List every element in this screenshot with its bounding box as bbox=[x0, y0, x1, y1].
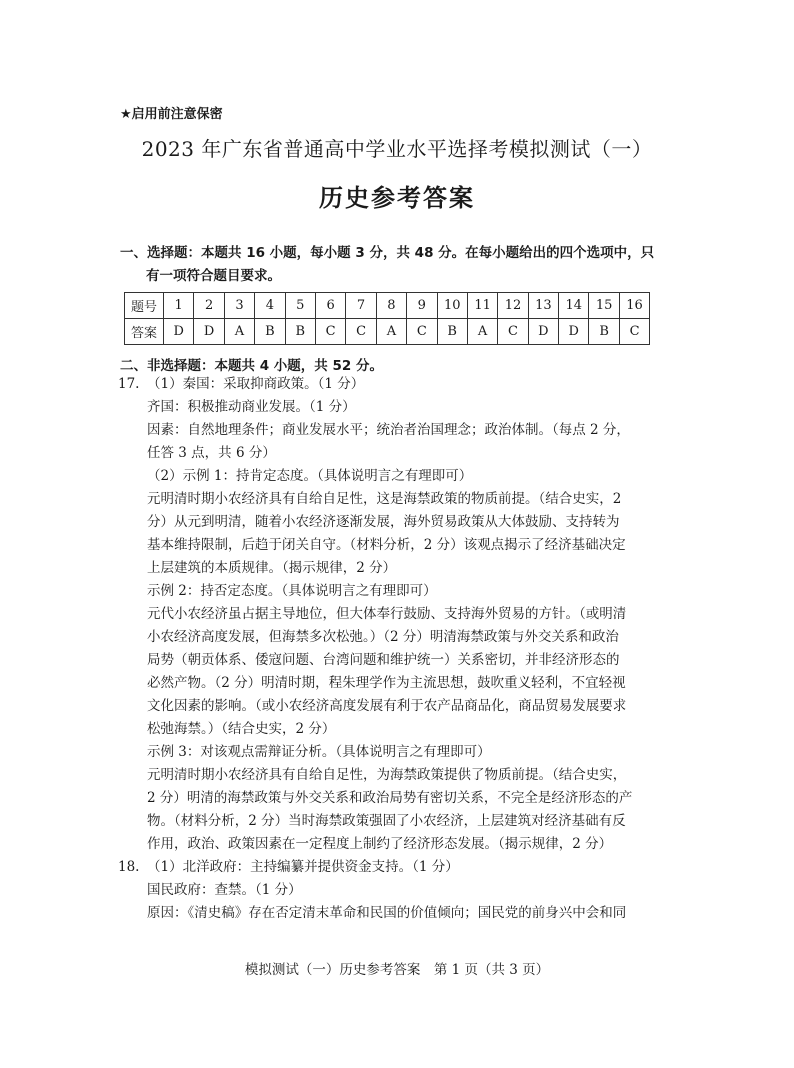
answer-body bbox=[118, 373, 686, 925]
question-number: 18. bbox=[118, 859, 140, 875]
answer-text: （1）秦国：采取抑商政策。（1 分） bbox=[147, 376, 365, 392]
question-number-cell: 6 bbox=[315, 293, 345, 319]
page-footer: 模拟测试（一）历史参考答案 第 1 页（共 3 页） bbox=[244, 962, 550, 978]
question-number-cell: 8 bbox=[376, 293, 406, 319]
answer-cell: C bbox=[619, 319, 649, 345]
row-label-question: 题号 bbox=[125, 293, 164, 319]
answer-text: （1）北洋政府：主持编纂并提供资金支持。（1 分） bbox=[147, 859, 459, 875]
answer-row bbox=[125, 319, 650, 345]
question-number-cell: 16 bbox=[619, 293, 649, 319]
q17-first-line bbox=[118, 373, 686, 396]
question-number-row bbox=[125, 293, 650, 319]
answer-cell: D bbox=[164, 319, 194, 345]
answer-cell: D bbox=[194, 319, 224, 345]
answer-line: 必然产物。（2 分）明清时期，程朱理学作为主流思想，鼓吹重义轻利，不宜轻视 bbox=[147, 675, 626, 691]
answer-cell: A bbox=[467, 319, 497, 345]
answer-cell: A bbox=[376, 319, 406, 345]
question-number-cell: 3 bbox=[224, 293, 254, 319]
answer-line: 示例 3：对该观点需辩证分析。（具体说明言之有理即可） bbox=[147, 744, 491, 760]
question-number-cell: 7 bbox=[346, 293, 376, 319]
row-label-answer: 答案 bbox=[125, 319, 164, 345]
answer-line: 文化因素的影响。（或小农经济高度发展有利于农产品商品化，商品贸易发展要求 bbox=[147, 698, 627, 714]
answer-line: 示例 2：持否定态度。（具体说明言之有理即可） bbox=[147, 583, 437, 599]
question-number-cell: 10 bbox=[437, 293, 467, 319]
question-number-cell: 4 bbox=[255, 293, 285, 319]
question-number: 17. bbox=[118, 376, 140, 392]
answer-cell: B bbox=[589, 319, 619, 345]
question-number-cell: 2 bbox=[194, 293, 224, 319]
question-number-cell: 1 bbox=[164, 293, 194, 319]
question-number-cell: 13 bbox=[528, 293, 558, 319]
answer-line: 分）从元到明清，随着小农经济逐渐发展，海外贸易政策从大体鼓励、支持转为 bbox=[147, 514, 620, 530]
answer-cell: D bbox=[528, 319, 558, 345]
question-number-cell: 5 bbox=[285, 293, 315, 319]
answer-line: 元明清时期小农经济具有自给自足性，这是海禁政策的物质前提。（结合史实，2 bbox=[147, 491, 622, 507]
section1-line1: 一、选择题：本题共 16 小题，每小题 3 分，共 48 分。在每小题给出的四个选项中，只 bbox=[120, 245, 655, 261]
question-17 bbox=[118, 373, 686, 856]
answer-table bbox=[124, 292, 650, 345]
question-number-cell: 15 bbox=[589, 293, 619, 319]
answer-line: 因素：自然地理条件；商业发展水平；统治者治国理念；政治体制。（每点 2 分， bbox=[147, 422, 630, 438]
question-number-cell: 11 bbox=[467, 293, 497, 319]
answer-line: 原因：《清史稿》存在否定清末革命和民国的价值倾向；国民党的前身兴中会和同 bbox=[147, 905, 627, 921]
q18-first-line bbox=[118, 856, 686, 879]
answer-line: 作用，政治、政策因素在一定程度上制约了经济形态发展。（揭示规律，2 分） bbox=[147, 836, 613, 852]
question-number-cell: 14 bbox=[559, 293, 589, 319]
answer-cell: A bbox=[224, 319, 254, 345]
answer-line: 物。（材料分析，2 分）当时海禁政策强固了小农经济，上层建筑对经济基础有反 bbox=[147, 813, 626, 829]
answer-line: 松弛海禁。）（结合史实，2 分） bbox=[147, 721, 336, 737]
answer-cell: D bbox=[559, 319, 589, 345]
answer-line: 元代小农经济虽占据主导地位，但大体奉行鼓励、支持海外贸易的方针。（或明清 bbox=[147, 606, 627, 622]
section1-line2: 有一项符合题目要求。 bbox=[146, 268, 281, 284]
exam-title: 2023 年广东省普通高中学业水平选择考模拟测试（一） bbox=[141, 137, 653, 161]
question-number-cell: 9 bbox=[407, 293, 437, 319]
answer-line: 任答 3 点，共 6 分） bbox=[147, 445, 276, 461]
answer-cell: C bbox=[498, 319, 528, 345]
answer-cell: B bbox=[255, 319, 285, 345]
answer-line: 基本维持限制，后趋于闭关自守。（材料分析，2 分）该观点揭示了经济基础决定 bbox=[147, 537, 626, 553]
answer-line: 齐国：积极推动商业发展。（1 分） bbox=[147, 399, 356, 415]
confidential-notice: ★启用前注意保密 bbox=[120, 107, 223, 122]
answer-line: 2 分）明清的海禁政策与外交关系和政治局势有密切关系，不完全是经济形态的产 bbox=[147, 790, 633, 806]
answer-line: （2）示例 1：持肯定态度。（具体说明言之有理即可） bbox=[147, 468, 473, 484]
answer-cell: C bbox=[346, 319, 376, 345]
answer-cell: B bbox=[285, 319, 315, 345]
answer-cell: B bbox=[437, 319, 467, 345]
answer-line: 小农经济高度发展，但海禁多次松弛。）（2 分）明清海禁政策与外交关系和政治 bbox=[147, 629, 619, 645]
question-18 bbox=[118, 856, 686, 925]
answer-line: 上层建筑的本质规律。（揭示规律，2 分） bbox=[147, 560, 397, 576]
answer-cell: C bbox=[315, 319, 345, 345]
answer-line: 局势（朝贡体系、倭寇问题、台湾问题和维护统一）关系密切，并非经济形态的 bbox=[147, 652, 620, 668]
section2-heading: 二、非选择题：本题共 4 小题，共 52 分。 bbox=[120, 358, 383, 374]
answer-cell: C bbox=[407, 319, 437, 345]
question-number-cell: 12 bbox=[498, 293, 528, 319]
answer-line: 元明清时期小农经济具有自给自足性，为海禁政策提供了物质前提。（结合史实， bbox=[147, 767, 627, 783]
answer-subtitle: 历史参考答案 bbox=[319, 184, 475, 212]
section1-heading bbox=[120, 242, 680, 288]
answer-line: 国民政府：查禁。（1 分） bbox=[147, 882, 302, 898]
